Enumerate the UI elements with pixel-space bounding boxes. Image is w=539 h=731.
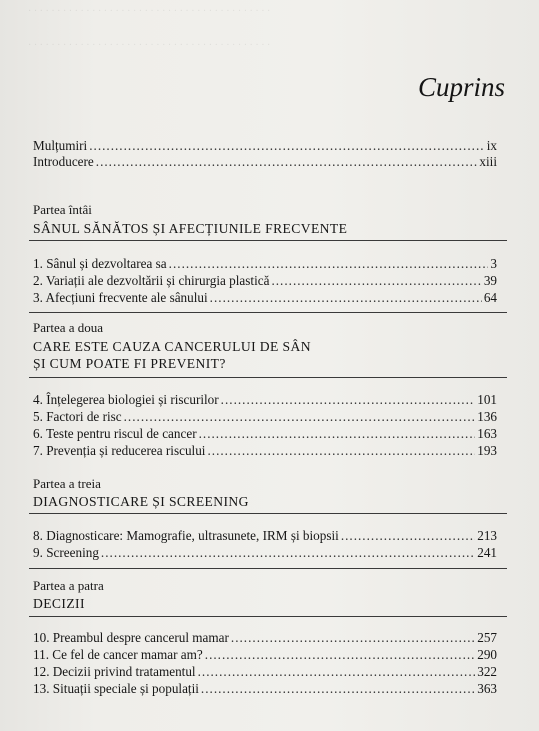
toc-entry-page: 39 xyxy=(483,273,497,288)
toc-entry-page: 3 xyxy=(490,256,497,271)
section-divider xyxy=(29,312,507,313)
toc-entry-chapter-3[interactable] xyxy=(33,290,497,306)
dot-leader xyxy=(89,138,485,154)
dot-leader xyxy=(221,392,476,408)
page-title: Cuprins xyxy=(417,72,505,102)
toc-entry-chapter-6[interactable] xyxy=(33,426,497,442)
part-title: SÂNUL SĂNĂTOS ȘI AFECȚIUNILE FRECVENTE xyxy=(33,221,348,236)
toc-entry-chapter-4[interactable] xyxy=(33,392,497,408)
toc-entry-page: 290 xyxy=(477,647,497,662)
dot-leader xyxy=(169,256,489,272)
toc-entry-title: 10. Preambul despre cancerul mamar xyxy=(33,630,229,645)
part-label: Partea a treia xyxy=(33,476,101,491)
toc-entry-page: 322 xyxy=(477,664,497,679)
part-title: DIAGNOSTICARE ȘI SCREENING xyxy=(33,494,249,509)
dot-leader xyxy=(201,681,475,697)
section-divider xyxy=(29,240,507,241)
toc-entry-title: 12. Decizii privind tratamentul xyxy=(33,664,196,679)
show-through-text: · · · · · · · · · · · · · · · · · · · · · · · · · · · · · · · · · · · · · · · · · · xyxy=(28,40,271,51)
dot-leader xyxy=(101,545,475,561)
section-divider xyxy=(29,568,507,569)
dot-leader xyxy=(231,630,475,646)
toc-entry-title: 8. Diagnosticare: Mamografie, ultrasunete, IRM și biopsii xyxy=(33,528,339,543)
toc-entry-title: Mulțumiri xyxy=(33,138,88,153)
part-title: DECIZII xyxy=(33,596,85,611)
toc-entry-introduction[interactable] xyxy=(33,154,497,170)
toc-entry-title: 11. Ce fel de cancer mamar am? xyxy=(33,647,203,662)
toc-entry-page: 136 xyxy=(477,409,497,424)
dot-leader xyxy=(96,154,478,170)
toc-entry-chapter-11[interactable] xyxy=(33,647,497,663)
toc-entry-page: 101 xyxy=(477,392,497,407)
dot-leader xyxy=(271,273,481,289)
section-divider xyxy=(29,513,507,514)
dot-leader xyxy=(210,290,482,306)
toc-entry-page: ix xyxy=(486,138,497,153)
toc-entry-chapter-9[interactable] xyxy=(33,545,497,561)
toc-entry-title: 13. Situații speciale și populații xyxy=(33,681,199,696)
toc-entry-page: 193 xyxy=(477,443,497,458)
toc-entry-page: 213 xyxy=(477,528,497,543)
part-label: Partea întâi xyxy=(33,202,92,217)
toc-entry-title: 6. Teste pentru riscul de cancer xyxy=(33,426,197,441)
toc-entry-title: 2. Variații ale dezvoltării și chirurgia plastică xyxy=(33,273,270,288)
toc-entry-page: 257 xyxy=(477,630,497,645)
dot-leader xyxy=(199,426,476,442)
toc-entry-title: Introducere xyxy=(33,154,94,169)
section-divider xyxy=(29,377,507,378)
section-divider xyxy=(29,616,507,617)
toc-entry-chapter-13[interactable] xyxy=(33,681,497,697)
toc-entry-acknowledgements[interactable] xyxy=(33,138,497,154)
toc-entry-page: 64 xyxy=(483,290,497,305)
toc-entry-title: 7. Prevenția și reducerea riscului xyxy=(33,443,206,458)
toc-entry-page: 163 xyxy=(477,426,497,441)
toc-entry-chapter-12[interactable] xyxy=(33,664,497,680)
toc-entry-chapter-10[interactable] xyxy=(33,630,497,646)
toc-entry-page: 363 xyxy=(477,681,497,696)
show-through-text: · · · · · · · · · · · · · · · · · · · · · · · · · · · · · · · · · · · · · · · · · · xyxy=(28,6,271,17)
toc-entry-chapter-8[interactable] xyxy=(33,528,497,544)
toc-entry-page: xiii xyxy=(479,154,497,169)
dot-leader xyxy=(205,647,475,663)
part-title-line-2: ȘI CUM POATE FI PREVENIT? xyxy=(33,356,226,371)
toc-entry-title: 9. Screening xyxy=(33,545,99,560)
toc-entry-chapter-2[interactable] xyxy=(33,273,497,289)
toc-entry-page: 241 xyxy=(477,545,497,560)
toc-entry-chapter-5[interactable] xyxy=(33,409,497,425)
part-title: CARE ESTE CAUZA CANCERULUI DE SÂN xyxy=(33,339,311,354)
part-label: Partea a patra xyxy=(33,578,104,593)
part-label: Partea a doua xyxy=(33,320,104,335)
dot-leader xyxy=(341,528,475,544)
toc-entry-title: 1. Sânul și dezvoltarea sa xyxy=(33,256,167,271)
toc-entry-title: 5. Factori de risc xyxy=(33,409,122,424)
dot-leader xyxy=(124,409,476,425)
toc-entry-chapter-1[interactable] xyxy=(33,256,497,272)
toc-entry-title: 3. Afecțiuni frecvente ale sânului xyxy=(33,290,208,305)
toc-entry-chapter-7[interactable] xyxy=(33,443,497,459)
dot-leader xyxy=(198,664,476,680)
toc-entry-title: 4. Înțelegerea biologiei și riscurilor xyxy=(33,392,219,407)
dot-leader xyxy=(207,443,475,459)
